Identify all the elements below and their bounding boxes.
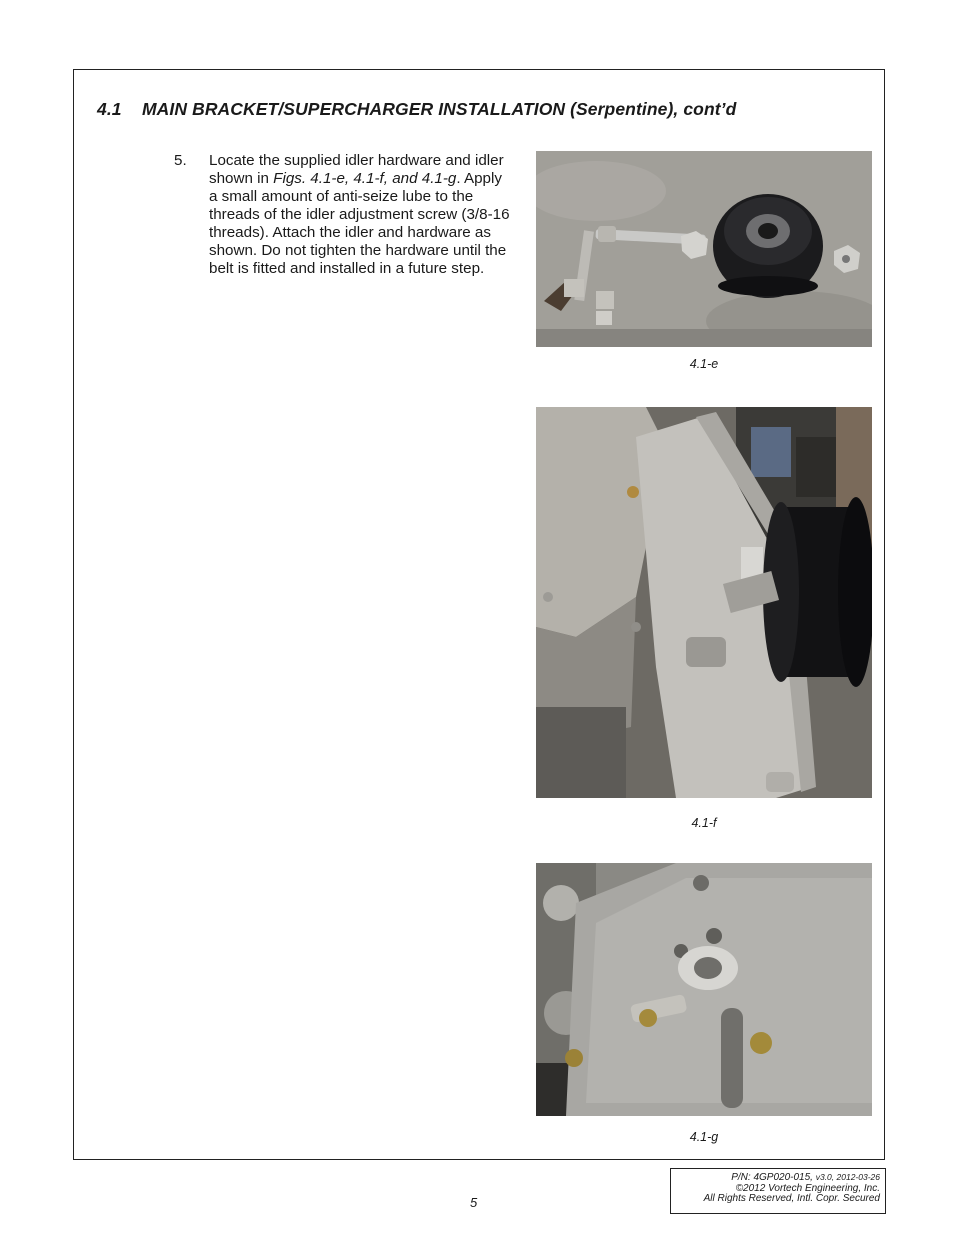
section-heading	[97, 99, 736, 120]
figure-caption-e: 4.1-e	[689, 357, 719, 371]
photo-idler-installed-side	[536, 407, 872, 798]
page-number: 5	[470, 1195, 478, 1210]
figure-caption-g: 4.1-g	[689, 1130, 719, 1144]
figure-reference: Figs. 4.1-e, 4.1-f, and 4.1-g	[273, 170, 457, 187]
step-text-before: Locate the supplied idler hardware and idler shown in	[209, 152, 504, 187]
copyright: ©2012 Vortech Engineering, Inc.	[735, 1182, 880, 1194]
step-instructions	[209, 152, 514, 278]
part-number: P/N: 4GP020-015,	[731, 1172, 813, 1183]
section-title: MAIN BRACKET/SUPERCHARGER INSTALLATION (Serpentine), cont’d	[142, 99, 737, 119]
photo-idler-adjustment-screw	[536, 863, 872, 1116]
section-number: 4.1	[97, 99, 122, 119]
version-date: v3.0, 2012-03-26	[815, 1172, 880, 1182]
step-number: 5.	[174, 152, 187, 169]
rights-statement: All Rights Reserved, Intl. Copr. Secured	[703, 1193, 880, 1204]
photo-idler-hardware	[536, 151, 872, 347]
figure-caption-f: 4.1-f	[691, 816, 717, 830]
step-text-after: . Apply a small amount of anti-seize lube to the threads of the idler adjustment screw (3/8-16 threads). Attach the idler and hardware as shown. Do not tighten the hardware until the belt is fitted and installed in a future step.	[209, 170, 510, 277]
footer-info-box	[670, 1168, 886, 1214]
part-number-line	[671, 1172, 880, 1184]
